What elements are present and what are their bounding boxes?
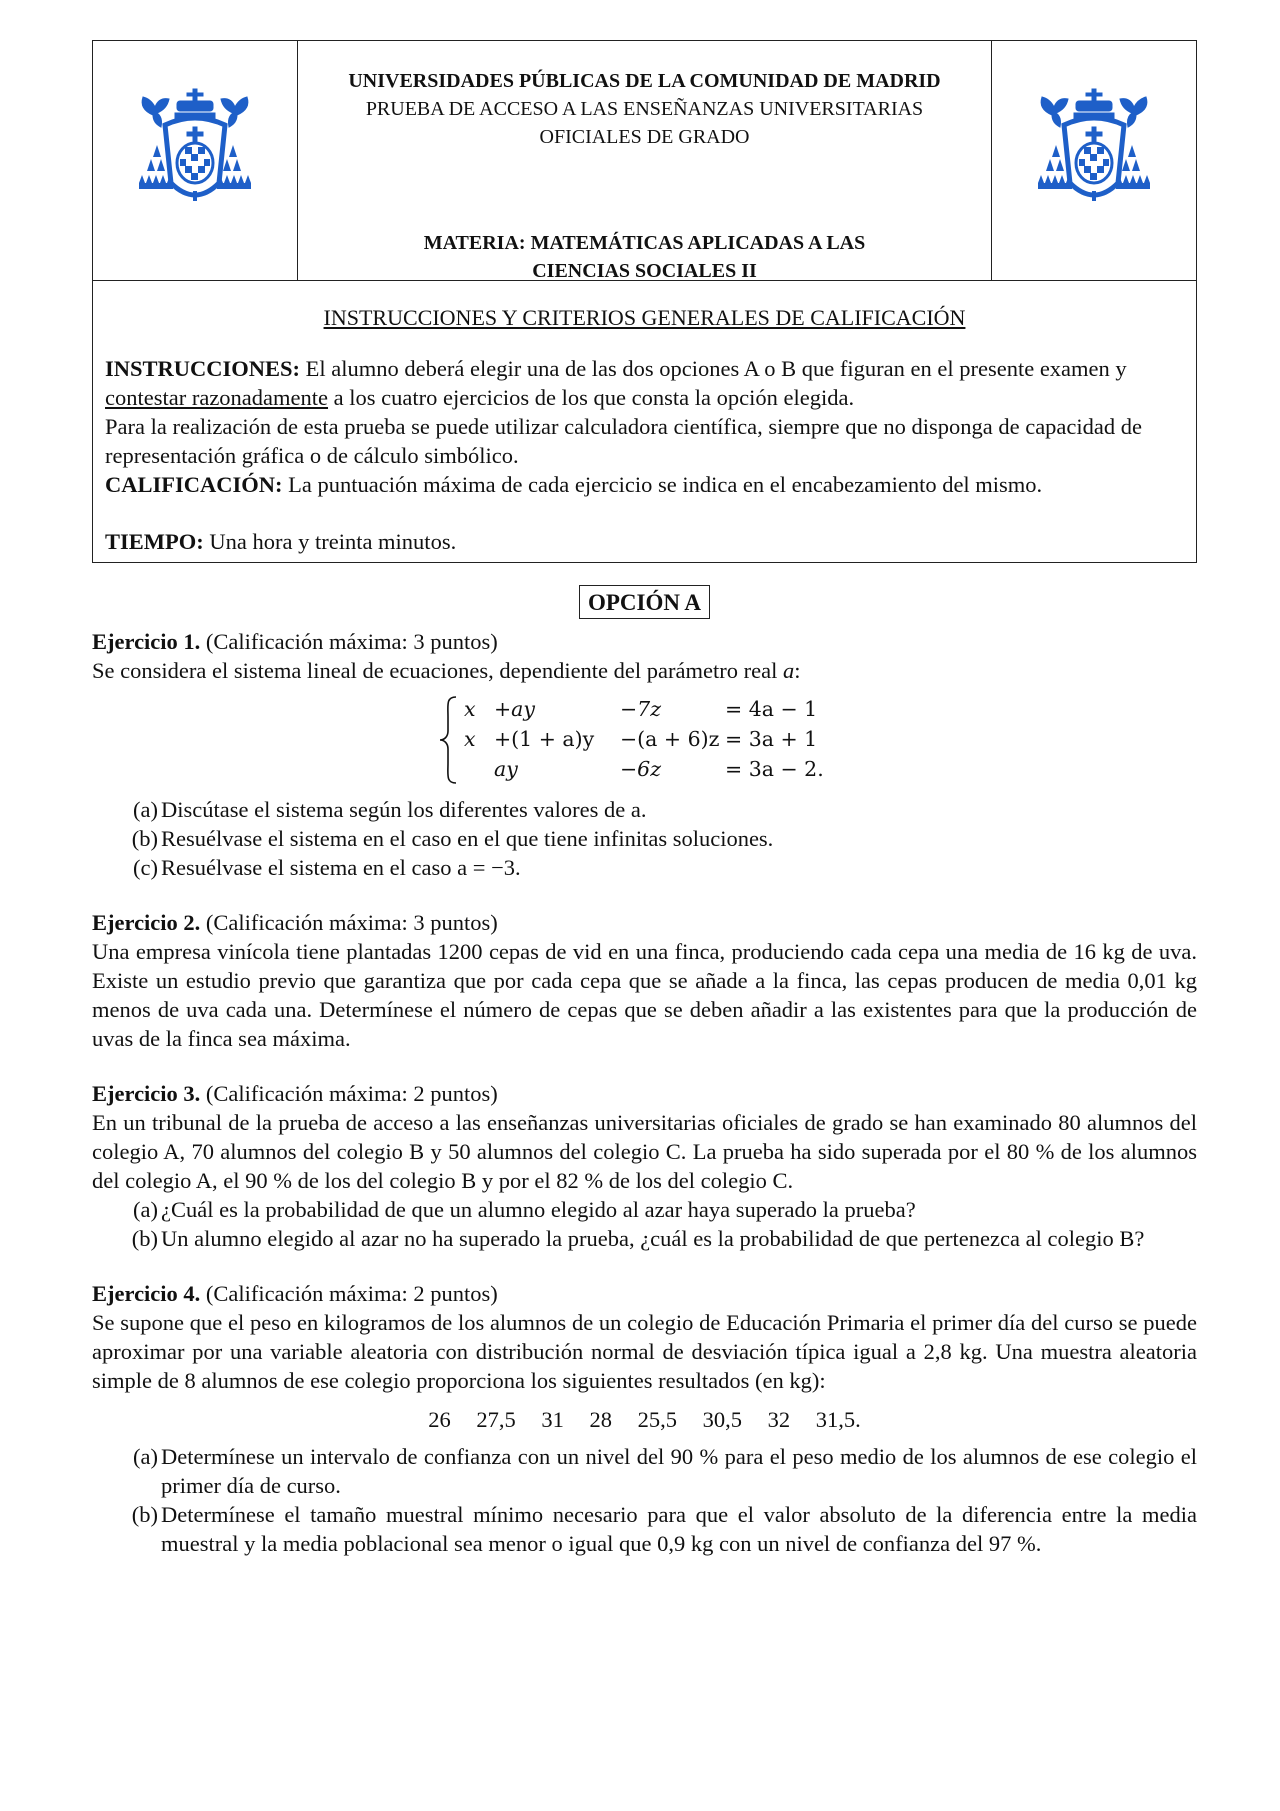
exam-name-line2: OFICIALES DE GRADO xyxy=(539,126,750,148)
grading-label: CALIFICACIÓN: xyxy=(105,472,283,497)
exercise-1-intro xyxy=(92,656,1197,685)
exercise-4-title: Ejercicio 4. xyxy=(92,1281,201,1306)
exercise-2-title: Ejercicio 2. xyxy=(92,910,201,935)
exercise-4-items xyxy=(92,1442,1197,1558)
calculator-paragraph: Para la realización de esta prueba se puede utilizar calculadora científica, siempre que no disponga de capacidad de representación gráfica o de cálculo simbólico. xyxy=(105,414,1142,468)
exercise-3-title: Ejercicio 3. xyxy=(92,1081,201,1106)
grading-paragraph xyxy=(105,470,1184,499)
list-item xyxy=(92,824,1197,853)
university-crest-icon xyxy=(1034,87,1154,227)
sample-value: 25,5 xyxy=(637,1407,677,1432)
option-title: OPCIÓN A xyxy=(579,585,710,619)
exercise-2-heading xyxy=(92,908,1197,937)
eq-term: −7z xyxy=(620,697,662,721)
sample-value: 31,5. xyxy=(815,1407,861,1432)
item-text: ¿Cuál es la probabilidad de que un alumno elegido al azar haya superado la prueba? xyxy=(161,1197,916,1222)
exam-header xyxy=(92,40,1197,281)
item-label: (a) xyxy=(133,797,158,822)
exercise-2-score: (Calificación máxima: 3 puntos) xyxy=(200,910,498,935)
sample-value: 26 xyxy=(428,1407,451,1432)
exercise-3-heading xyxy=(92,1079,1197,1108)
left-brace-icon xyxy=(438,695,460,785)
item-label: (a) xyxy=(133,1197,158,1222)
sample-value: 28 xyxy=(589,1407,612,1432)
list-item xyxy=(92,853,1197,882)
item-text: Discútase el sistema según los diferentes valores de a. xyxy=(161,797,647,822)
instructions-text1: El alumno deberá elegir una de las dos opciones A o B que figuran en el presente examen y xyxy=(300,356,1127,381)
item-label: (b) xyxy=(131,1226,158,1251)
eq-term: +ay xyxy=(494,697,535,721)
eq-term: = 3a + 1 xyxy=(725,727,818,751)
university-crest-icon xyxy=(135,87,255,227)
instructions-paragraph xyxy=(105,354,1184,412)
exercise-1-score: (Calificación máxima: 3 puntos) xyxy=(200,629,498,654)
eq-term: = 4a − 1 xyxy=(725,697,818,721)
eq-term: −6z xyxy=(620,757,662,781)
item-text: Resuélvase el sistema en el caso en el que tiene infinitas soluciones. xyxy=(161,826,774,851)
eq-term: x xyxy=(464,697,476,721)
sample-value: 32 xyxy=(767,1407,791,1432)
item-text: Resuélvase el sistema en el caso a = −3. xyxy=(161,855,521,880)
sample-data xyxy=(92,1405,1197,1434)
exercise-1-title: Ejercicio 1. xyxy=(92,629,201,654)
eq-term: +(1 + a)y xyxy=(494,727,595,751)
equation-row xyxy=(464,755,1064,785)
instructions-text2: a los cuatro ejercicios de los que consta la opción elegida. xyxy=(328,385,855,410)
item-label: (b) xyxy=(131,826,158,851)
header-left-cell xyxy=(93,41,298,280)
time-paragraph xyxy=(105,527,1184,556)
instructions-box xyxy=(92,281,1197,563)
item-label: (a) xyxy=(133,1444,158,1469)
instructions-underlined: contestar razonadamente xyxy=(105,385,329,410)
exam-page xyxy=(92,40,1197,1558)
exercise-2-text: Una empresa vinícola tiene plantadas 1200 cepas de vid en una finca, produciendo cada cepa una media de 16 kg de uva. Existe un estudio previo que garantiza que por cada cepa que se añade a la finca, las cepas producen de media 0,01 kg menos de uva cada una. Determínese el número de cepas que se deben añadir a las existentes para que la producción de uvas de la finca sea máxima. xyxy=(92,939,1197,1051)
list-item xyxy=(92,1224,1197,1253)
list-item xyxy=(92,1500,1197,1558)
exercise-4-heading xyxy=(92,1279,1197,1308)
instructions-title: INSTRUCCIONES Y CRITERIOS GENERALES DE CALIFICACIÓN xyxy=(323,305,966,330)
exercise-3-text: En un tribunal de la prueba de acceso a las enseñanzas universitarias oficiales de grado se han examinado 80 alumnos del colegio A, 70 alumnos del colegio B y 50 alumnos del colegio C. La prueba ha sido superada por el 80 % de los alumnos del colegio A, el 90 % de los del colegio B y por el 82 % de los del colegio C. xyxy=(92,1110,1197,1193)
subject-line1: MATERIA: MATEMÁTICAS APLICADAS A LAS xyxy=(423,232,866,254)
item-text: Determínese un intervalo de confianza con un nivel del 90 % para el peso medio de los alumnos de ese colegio el primer día de curso. xyxy=(161,1444,1197,1498)
list-item xyxy=(92,795,1197,824)
sample-value: 30,5 xyxy=(702,1407,742,1432)
instructions-label: INSTRUCCIONES: xyxy=(105,356,301,381)
item-label: (c) xyxy=(133,855,158,880)
item-label: (b) xyxy=(131,1502,158,1527)
header-right-cell xyxy=(991,41,1196,280)
subject-line2: CIENCIAS SOCIALES II xyxy=(532,260,757,282)
subject-title xyxy=(297,229,992,285)
item-text: Un alumno elegido al azar no ha superado la prueba, ¿cuál es la probabilidad de que pertenezca al colegio B? xyxy=(161,1226,1145,1251)
exam-name-line1: PRUEBA DE ACCESO A LAS ENSEÑANZAS UNIVERSITARIAS xyxy=(365,98,924,120)
item-text: Determínese el tamaño muestral mínimo necesario para que el valor absoluto de la diferencia entre la media muestral y la media poblacional sea menor o igual que 0,9 kg con un nivel de confianza del 97 %. xyxy=(161,1502,1197,1556)
exercise-4-score: (Calificación máxima: 2 puntos) xyxy=(200,1281,498,1306)
time-label: TIEMPO: xyxy=(105,529,204,554)
list-item xyxy=(92,1442,1197,1500)
time-text: Una hora y treinta minutos. xyxy=(203,529,457,554)
eq-term: −(a + 6)z xyxy=(620,727,720,751)
exercise-1-heading xyxy=(92,627,1197,656)
exercise-1-items xyxy=(92,795,1197,882)
header-title-cell xyxy=(297,41,992,280)
eq-term: ay xyxy=(494,757,518,781)
grading-text: La puntuación máxima de cada ejercicio se indica en el encabezamiento del mismo. xyxy=(282,472,1043,497)
university-name: UNIVERSIDADES PÚBLICAS DE LA COMUNIDAD DE MADRID xyxy=(348,70,941,92)
equation-row xyxy=(464,725,1064,755)
exercise-2 xyxy=(92,908,1197,1053)
exercise-1-intro-end: : xyxy=(794,658,801,683)
equation-row xyxy=(464,695,1064,725)
exercise-1 xyxy=(92,627,1197,882)
exercise-1-intro-text: Se considera el sistema lineal de ecuaciones, dependiente del parámetro real xyxy=(92,658,783,683)
equation-system xyxy=(92,695,1197,789)
exercise-4-text: Se supone que el peso en kilogramos de los alumnos de un colegio de Educación Primaria el primer día del curso se puede aproximar por una variable aleatoria con distribución normal de desviación típica igual a 2,8 kg. Una muestra aleatoria simple de 8 alumnos de ese colegio proporciona los siguientes resultados (en kg): xyxy=(92,1310,1197,1393)
exercise-4 xyxy=(92,1279,1197,1558)
sample-value: 31 xyxy=(541,1407,564,1432)
exercise-3-score: (Calificación máxima: 2 puntos) xyxy=(200,1081,498,1106)
exercise-1-param: a xyxy=(782,658,795,683)
sample-value: 27,5 xyxy=(476,1407,516,1432)
exercise-3-items xyxy=(92,1195,1197,1253)
eq-term: = 3a − 2. xyxy=(725,757,824,781)
option-heading-wrap xyxy=(92,585,1197,619)
list-item xyxy=(92,1195,1197,1224)
eq-term: x xyxy=(464,727,476,751)
exercise-3 xyxy=(92,1079,1197,1253)
